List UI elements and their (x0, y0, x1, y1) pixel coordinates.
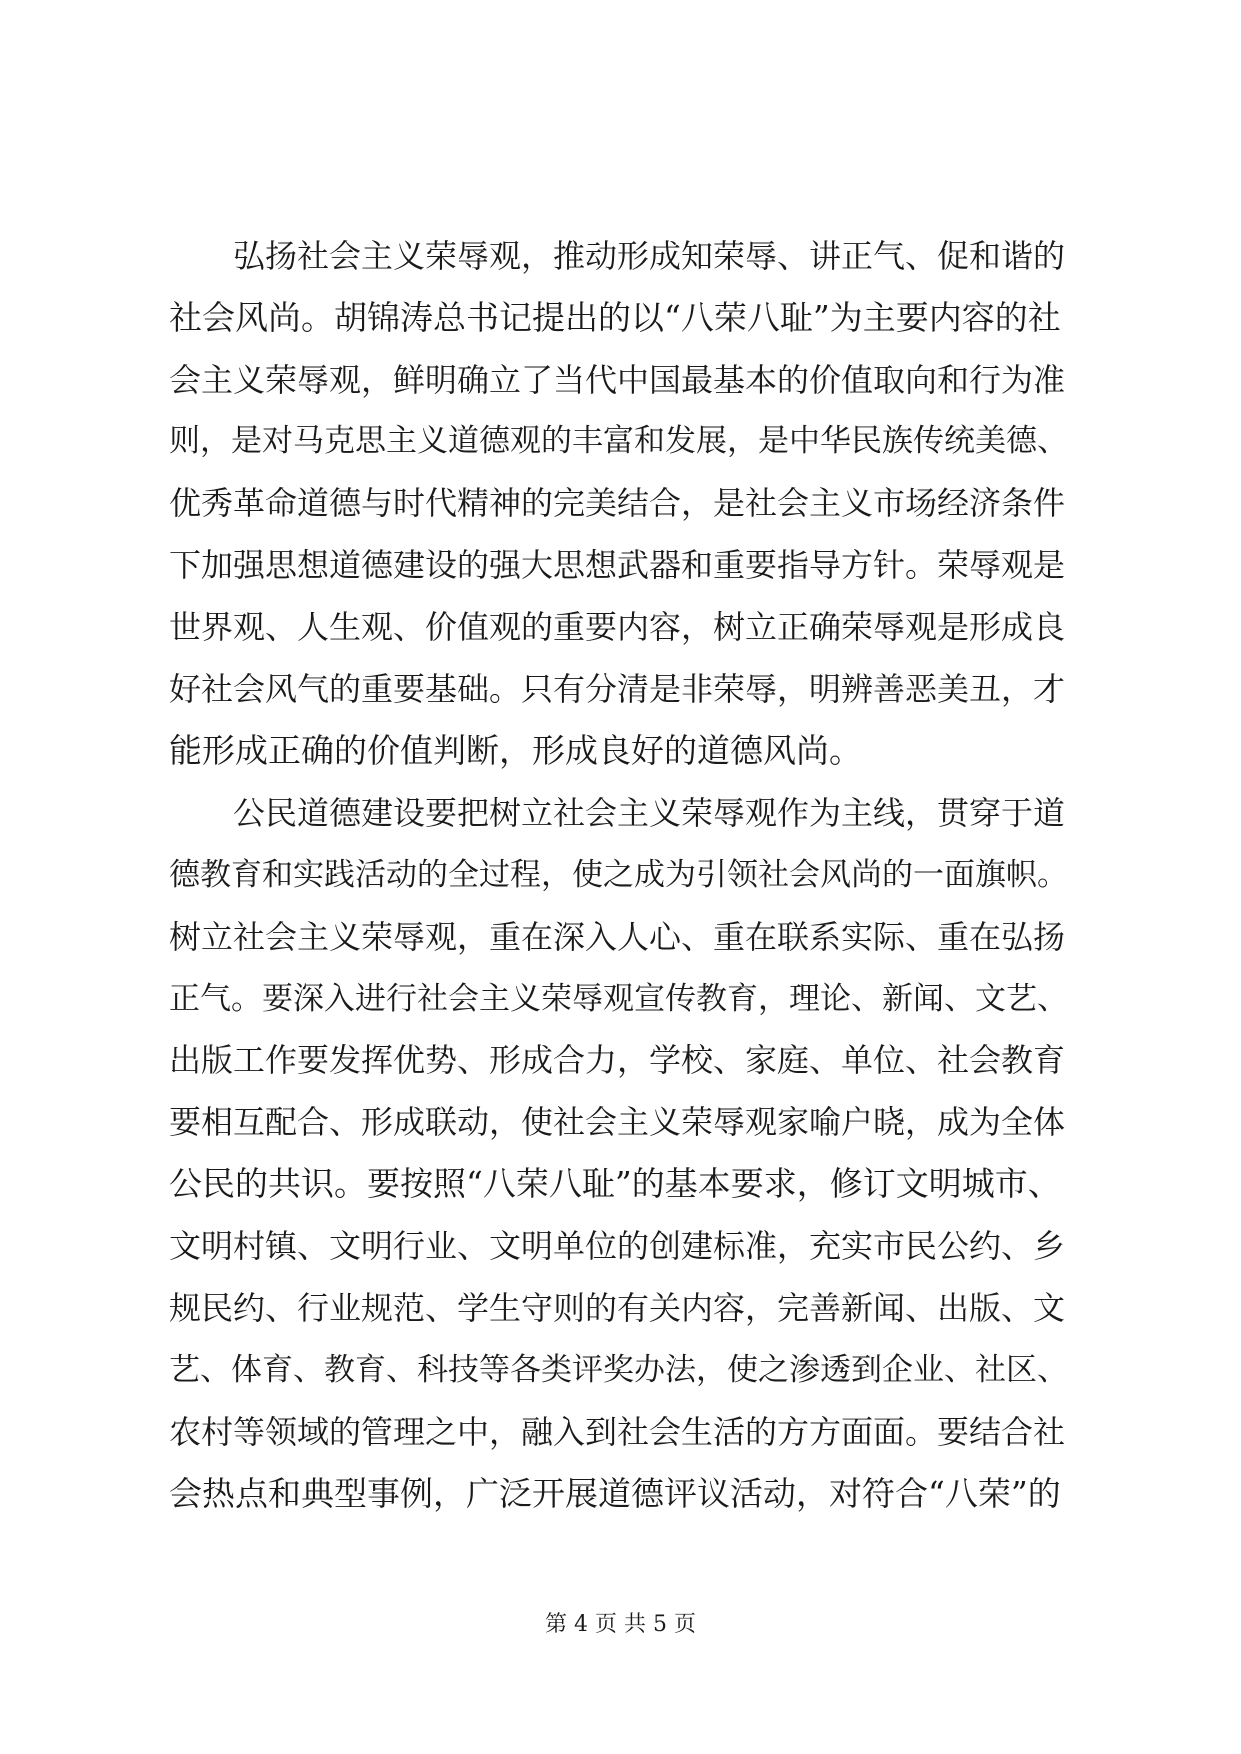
text-line: 公民的共识。要按照“八荣八耻”的基本要求，修订文明城市、 (169, 1164, 1061, 1203)
text-line: 德教育和实践活动的全过程，使之成为引领社会风尚的一面旗帜。 (169, 857, 1068, 893)
text-line: 艺、体育、教育、科技等各类评奖办法，使之渗透到企业、社区、 (169, 1352, 1068, 1388)
text-line: 优秀革命道德与时代精神的完美结合，是社会主义市场经济条件 (169, 484, 1066, 522)
page-number: 第 4 页 共 5 页 (545, 1612, 696, 1637)
text-line: 会热点和典型事例，广泛开展道德评议活动，对符合“八荣”的 (169, 1474, 1061, 1513)
text-line: 下加强思想道德建设的强大思想武器和重要指导方针。荣辱观是 (169, 546, 1066, 584)
text-line: 世界观、人生观、价值观的重要内容，树立正确荣辱观是形成良 (169, 608, 1066, 646)
text-line: 规民约、行业规范、学生守则的有关内容，完善新闻、出版、文 (169, 1289, 1066, 1327)
text-line: 文明村镇、文明行业、文明单位的创建标准，充实市民公约、乡 (169, 1227, 1066, 1265)
text-line: 社会风尚。胡锦涛总书记提出的以“八荣八耻”为主要内容的社 (169, 298, 1061, 337)
text-line: 好社会风气的重要基础。只有分清是非荣辱，明辨善恶美丑，才 (169, 670, 1066, 708)
text-line: 树立社会主义荣辱观，重在深入人心、重在联系实际、重在弘扬 (169, 918, 1066, 956)
text-line: 能形成正确的价值判断，形成良好的道德风尚。 (169, 731, 862, 770)
text-line: 弘扬社会主义荣辱观，推动形成知荣辱、讲正气、促和谐的 (169, 237, 1066, 275)
text-line: 公民道德建设要把树立社会主义荣辱观作为主线，贯穿于道 (169, 794, 1066, 832)
text-line: 农村等领域的管理之中，融入到社会生活的方方面面。要结合社 (169, 1413, 1066, 1451)
text-line: 要相互配合、形成联动，使社会主义荣辱观家喻户晓，成为全体 (169, 1103, 1066, 1141)
text-line: 会主义荣辱观，鲜明确立了当代中国最基本的价值取向和行为准 (169, 361, 1066, 399)
text-line: 正气。要深入进行社会主义荣辱观宣传教育，理论、新闻、文艺、 (169, 981, 1068, 1017)
text-line: 出版工作要发挥优势、形成合力，学校、家庭、单位、社会教育 (169, 1041, 1066, 1079)
text-line: 则，是对马克思主义道德观的丰富和发展，是中华民族传统美德、 (169, 423, 1068, 459)
